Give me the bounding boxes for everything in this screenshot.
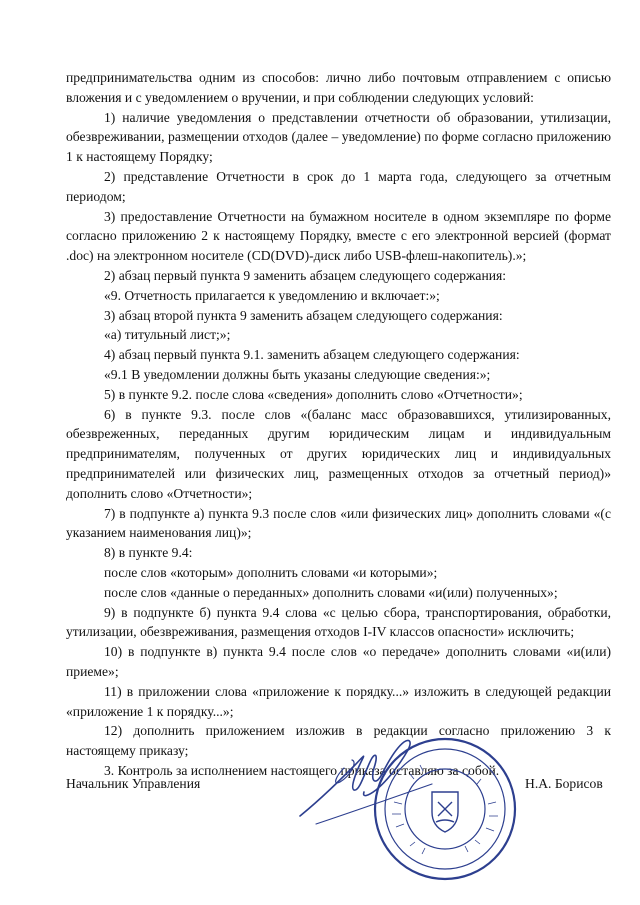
paragraph-item-6: 6) в пункте 9.3. после слов «(баланс масс образовавшихся, утилизированных, обезвреженных, переданных другим юридическим лицам и индивидуальным предпринимателям, полученных от других юридических лиц и индивидуальных предпринимателей или физических лиц, размещенных отходов за отчетный период)» дополнить слово «Отчетности»; [66, 406, 611, 501]
signatory-title: Начальник Управления [66, 776, 201, 791]
paragraph-item-2-text: «9. Отчетность прилагается к уведомлению и включает:»; [104, 287, 440, 303]
paragraph-item-8: 8) в пункте 9.4: [104, 545, 193, 561]
paragraph-item-4: 4) абзац первый пункта 9.1. заменить абзацем следующего содержания: [104, 347, 520, 363]
paragraph-item-11: 11) в приложении слова «приложение к порядку...» изложить в следующей редакции «приложение 1 к порядку...»; [66, 683, 611, 719]
paragraph-item-2: 2) абзац первый пункта 9 заменить абзацем следующего содержания: [104, 267, 507, 283]
paragraph-item-9: 9) в подпункте б) пункта 9.4 слова «с целью сбора, транспортирования, обработки, утилизации, обезвреживания, размещения отходов I-IV классов опасности» исключить; [66, 604, 611, 640]
handwritten-signature [292, 728, 442, 838]
paragraph-item-4-text: «9.1 В уведомлении должны быть указаны следующие сведения:»; [104, 366, 491, 382]
paragraph-control: 3. Контроль за исполнением настоящего приказа оставляю за собой. [104, 762, 500, 778]
paragraph-condition-3: 3) предоставление Отчетности на бумажном носителе в одном экземпляре по форме согласно приложению 2 к настоящему Порядку, вместе с его электронной версией (формат .doc) на электронном носителе (CD(DVD)-диск либо USB-флеш-накопитель).»; [66, 208, 611, 264]
signatory-name: Н.А. Борисов [525, 776, 603, 791]
paragraph-condition-2: 2) представление Отчетности в срок до 1 марта года, следующего за отчетным периодом; [66, 168, 611, 204]
paragraph-item-3-text: «а) титульный лист;»; [104, 327, 231, 343]
paragraph-item-12: 12) дополнить приложением изложив в редакции согласно приложению 3 к настоящему приказу; [66, 723, 611, 759]
paragraph-condition-1: 1) наличие уведомления о представлении отчетности об образовании, утилизации, обезвреживании, размещении отходов (далее – уведомление) по форме согласно приложению 1 к настоящему Порядку; [66, 109, 611, 165]
paragraph-item-7: 7) в подпункте а) пункта 9.3 после слов «или физических лиц» дополнить словами «(с указанием наименования лиц)»; [66, 505, 611, 541]
document-body [66, 68, 611, 781]
paragraph-item-8-b: после слов «данные о переданных» дополнить словами «и(или) полученных»; [104, 584, 558, 600]
paragraph-intro: предпринимательства одним из способов: лично либо почтовым отправлением с описью вложения и с уведомлением о вручении, и при соблюдении следующих условий: [66, 70, 611, 105]
paragraph-item-3: 3) абзац второй пункта 9 заменить абзацем следующего содержания: [104, 307, 503, 323]
paragraph-item-8-a: после слов «которым» дополнить словами «и которыми»; [104, 564, 438, 580]
paragraph-item-5: 5) в пункте 9.2. после слова «сведения» дополнить слово «Отчетности»; [104, 386, 523, 402]
paragraph-item-10: 10) в подпункте в) пункта 9.4 после слов «о передаче» дополнить словами «и(или) приеме»; [66, 644, 611, 679]
